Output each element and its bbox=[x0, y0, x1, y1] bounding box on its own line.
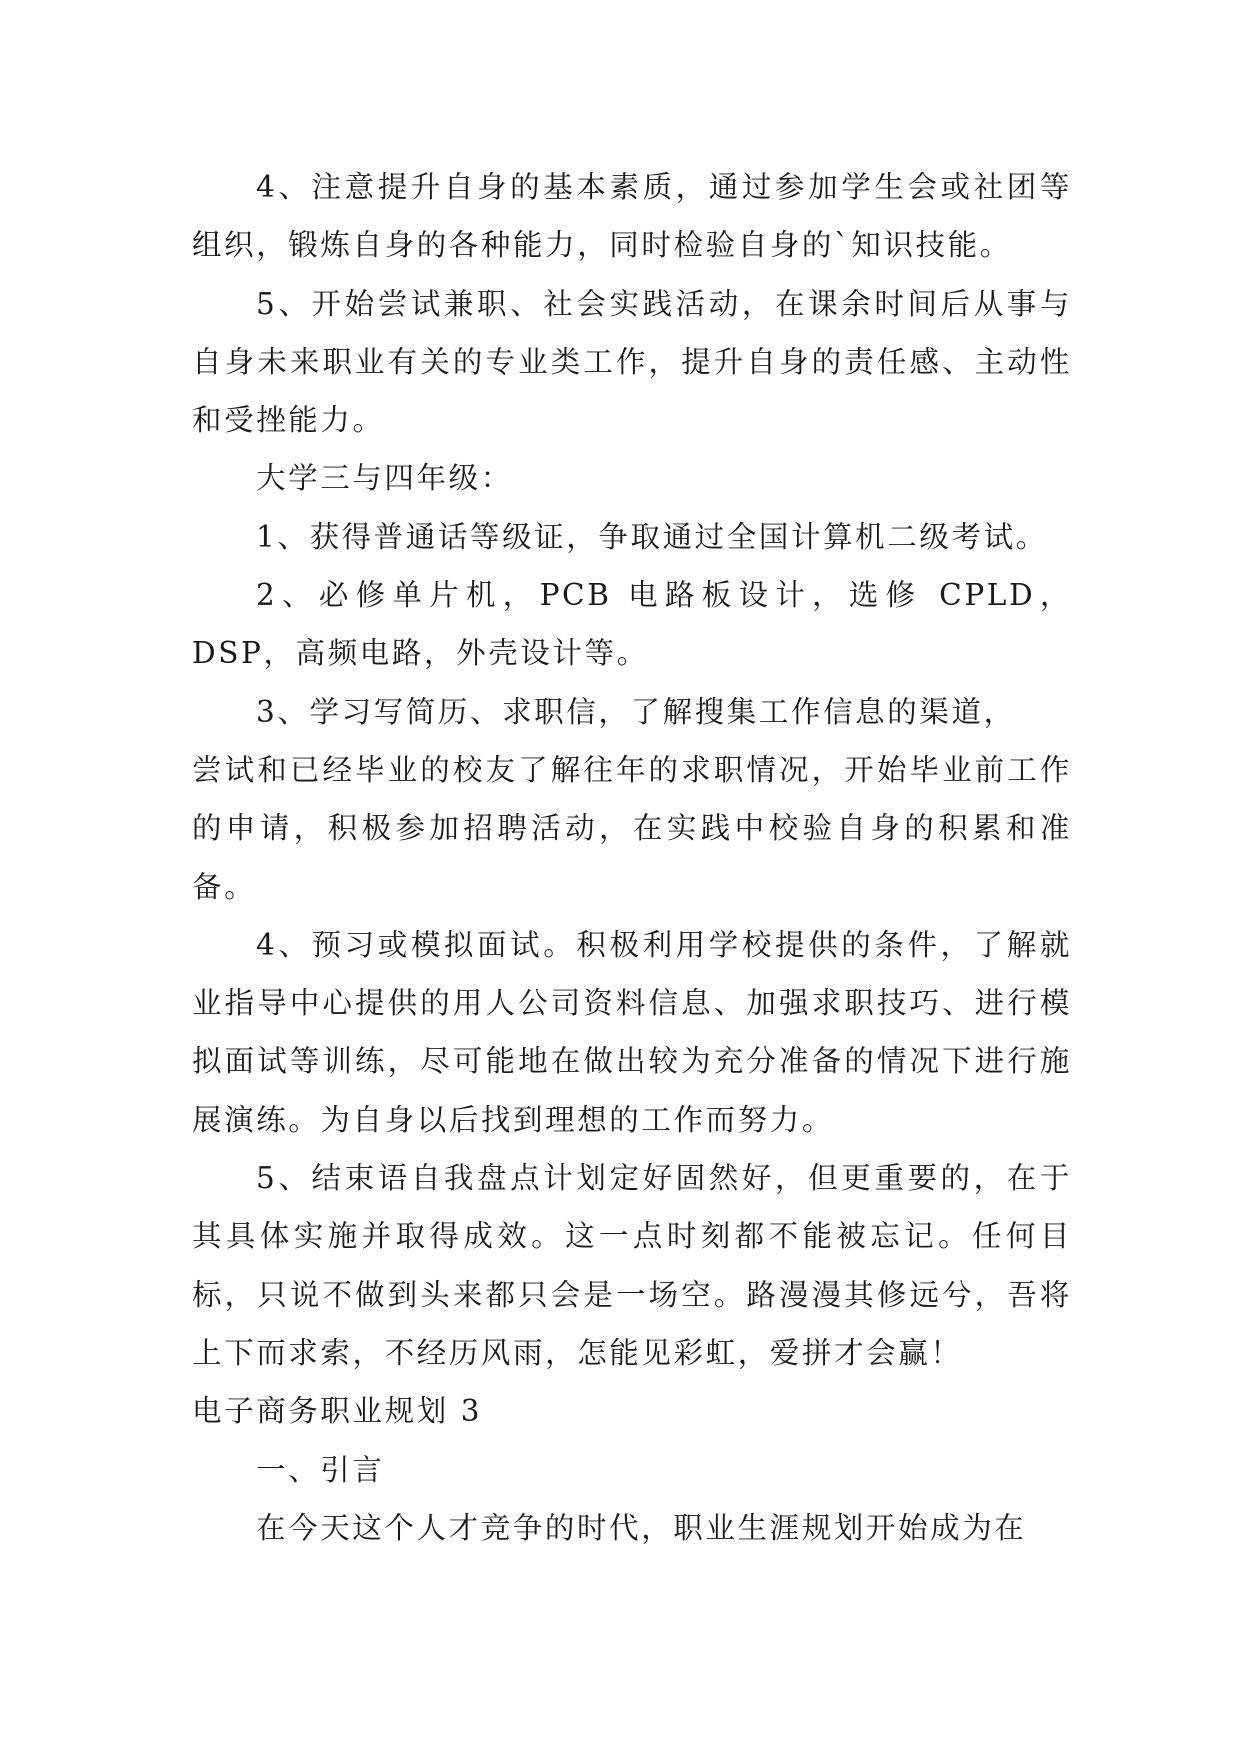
paragraph-item-4-interview: 4、预习或模拟面试。积极利用学校提供的条件，了解就业指导中心提供的用人公司资料信息、加强求职技巧、进行模拟面试等训练，尽可能地在做出较为充分准备的情况下进行施展演练。为自身以后找到理想的工作而努力。 bbox=[192, 927, 1072, 1137]
paragraph-item-4: 4、注意提升自身的基本素质，通过参加学生会或社团等组织，锻炼自身的各种能力，同时检验自身的`知识技能。 bbox=[192, 170, 1072, 263]
section-heading-introduction: 一、引言 bbox=[256, 1452, 385, 1487]
document-body bbox=[192, 158, 1072, 1557]
paragraph-item-3-continued: 尝试和已经毕业的校友了解往年的求职情况，开始毕业前工作的申请，积极参加招聘活动，在实践中校验自身的积累和准备。 bbox=[192, 752, 1072, 904]
paragraph-item-2: 2、必修单片机，PCB 电路板设计，选修 CPLD，DSP，高频电路，外壳设计等。 bbox=[192, 578, 1072, 671]
section-heading-year-3-4: 大学三与四年级： bbox=[256, 461, 513, 496]
paragraph-introduction: 在今天这个人才竞争的时代，职业生涯规划开始成为在 bbox=[256, 1510, 1027, 1545]
paragraph-item-1: 1、获得普通话等级证，争取通过全国计算机二级考试。 bbox=[256, 519, 1048, 554]
paragraph-item-5-conclusion: 5、结束语自我盘点计划定好固然好，但更重要的，在于其具体实施并取得成效。这一点时刻都不能被忘记。任何目标，只说不做到头来都只会是一场空。路漫漫其修远兮，吾将上下而求索，不经历风雨，怎能见彩虹，爱拼才会赢！ bbox=[192, 1161, 1072, 1370]
document-title: 电子商务职业规划 3 bbox=[192, 1394, 483, 1429]
paragraph-item-3: 3、学习写简历、求职信，了解搜集工作信息的渠道， bbox=[256, 694, 1016, 729]
paragraph-item-5: 5、开始尝试兼职、社会实践活动，在课余时间后从事与自身未来职业有关的专业类工作，提升自身的责任感、主动性和受挫能力。 bbox=[192, 286, 1072, 438]
